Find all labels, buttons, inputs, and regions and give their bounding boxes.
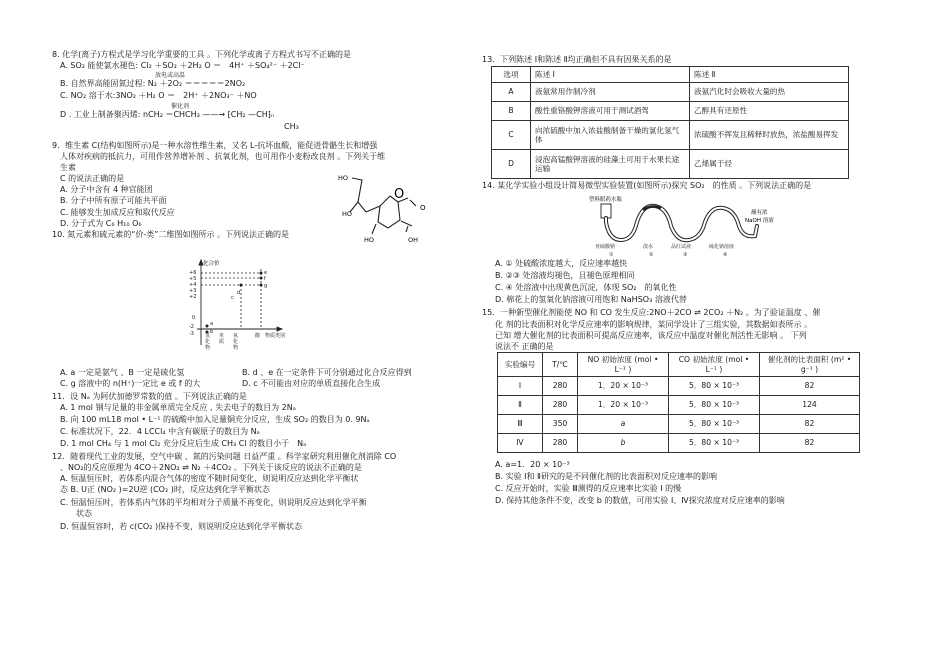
q9-stem-4: C 的说法正确的是: [60, 174, 125, 183]
cell-no-conc: 1．20 × 10⁻³: [578, 396, 669, 415]
valence-class-diagram: [183, 257, 298, 367]
label-site-3: ③: [683, 252, 688, 258]
y-tick-0: 0: [192, 315, 196, 321]
row-option: A: [492, 83, 531, 102]
header-co-conc: CO 初始浓度 (mol • L⁻¹ ): [669, 353, 760, 377]
q9-stem-2: 人体对疾病的抵抗力，可用作营养增补剂 、抗氧化剂，也可用作小麦粉改良剂 。下列关于维: [60, 152, 386, 161]
header-surface-area: 催化剂的比表面积 (m² • g⁻¹ ): [760, 353, 860, 377]
point-a: [206, 325, 209, 328]
q14-option-a: A. ① 处硫酸浓度越大，反应速率越快: [495, 259, 628, 268]
point-label-e: e: [264, 270, 268, 276]
q14-stem: 14. 某化学实验小组设计简易微型实验装置(如图所示)探究 SO₂ 的性质 。下列说法正确的是: [482, 181, 812, 190]
q8-option-c: C. NO₂ 溶于水:3NO₂ ＋H₂ O ＝ 2H⁺ ＋2NO₃⁻ ＋NO: [60, 91, 257, 100]
q8-b-condition: 放电或高温: [155, 72, 186, 79]
q8-d-branch: CH₃: [284, 122, 299, 131]
cell-co-conc: 5．80 × 10⁻³: [669, 377, 760, 396]
glass-tube: [606, 206, 757, 240]
row-statement-2: 液氨汽化时会吸收大量的热: [690, 83, 849, 102]
point-label-c: c: [231, 295, 234, 301]
q8-d-condition: 催化剂: [171, 103, 190, 110]
point-label-g: g: [264, 283, 268, 289]
cell-surface-area: 82: [760, 415, 860, 434]
q14-option-c: C. ④ 处溶液中出现黄色沉淀，体现 SO₂ 的氧化性: [495, 283, 677, 292]
q15-stem-2: 化 剂的比表面积对化学反应速率的影响规律，某同学设计了三组实验，其数据如表所示 。: [495, 320, 813, 329]
q12-option-c-2: 状态: [76, 509, 92, 518]
vitamin-c-label-ho-top: HO: [338, 174, 349, 182]
vitamin-c-label-ho-left: HO: [342, 210, 353, 218]
table-row: [498, 434, 860, 453]
row-statement-1: 浸泡高锰酸钾溶液的硅藻土可用于水果长途运输: [531, 150, 690, 179]
y-tick-p6: +6: [189, 270, 197, 276]
x-cat-acid: 酸: [255, 333, 261, 339]
row-statement-1: 液氨常用作制冷剂: [531, 83, 690, 102]
diagram-y-title: 化合价: [203, 261, 220, 267]
q11-option-d: D. 1 mol CH₄ 与 1 mol Cl₂ 充分反应后生成 CH₃ Cl 的数目小于 Nₐ: [60, 439, 307, 448]
label-site-4: ④: [723, 252, 728, 258]
table-header-row: [492, 67, 849, 83]
q11-option-a: A. 1 mol 钢与足量的非金属单质完全反应 , 失去电子的数目为 2Nₐ: [60, 403, 296, 412]
label-bromine-water: 溴水: [643, 244, 654, 250]
vitamin-c-label-oh-bottom: OH: [408, 236, 419, 244]
y-tick-p4: +4: [189, 282, 197, 288]
q10-stem: 10. 氮元素和硫元素的“价-类”二维图如图所示 。下列说法正确的是: [52, 230, 289, 239]
q13-table: [491, 66, 849, 179]
point-g: [260, 284, 263, 287]
x-cat-hydride: 氢化物: [205, 333, 211, 351]
table-row: [492, 150, 849, 179]
q8-stem: 8. 化学(离子)方程式是学习化学重要的工具 。下列化学或离子方程式书写不正确的是: [52, 50, 351, 59]
point-label-f: f: [264, 276, 266, 282]
cell-temperature: 280: [543, 377, 578, 396]
x-cat-class: 物质类别: [265, 333, 286, 339]
q11-option-c: C. 标准状况下，22．4 LCCl₄ 中含有碳原子的数目为 Nₐ: [60, 427, 260, 436]
q9-stem-3: 生素: [60, 163, 76, 172]
q8-option-a: A. SO₂ 能使氯水褪色: Cl₂ ＋SO₂ ＋2H₂ O ＝ 4H⁺ ＋SO₄²⁻ ＋2Cl⁻: [60, 61, 305, 70]
dropper-bottle-icon: [601, 204, 611, 218]
q15-option-a: A. a=1．20 × 10⁻³: [495, 460, 570, 469]
q15-stem-4: 说法不 正确的是: [495, 342, 554, 351]
row-statement-2: 乙烯属于烃: [690, 150, 849, 179]
header-statement-1: 陈述 Ⅰ: [531, 67, 690, 83]
q15-table: [497, 352, 860, 453]
cell-co-conc: 5．80 × 10⁻³: [669, 415, 760, 434]
cell-surface-area: 82: [760, 434, 860, 453]
y-tick-m3: -3: [189, 331, 194, 337]
vitamin-c-label-o-carbonyl: O: [420, 204, 426, 212]
q10-option-c: C. g 溶液中的 n(H⁺)一定比 e 或 f 的大: [60, 379, 201, 388]
row-statement-2: 乙醇具有还原性: [690, 102, 849, 121]
q10-option-a: A. a 一定是氨气 、B 一定是硫化氢: [60, 368, 185, 377]
header-option: 选项: [492, 67, 531, 83]
apparatus-diagram: [585, 192, 785, 258]
cell-temperature: 280: [543, 396, 578, 415]
label-site-2: ②: [649, 252, 654, 258]
label-dropper-bottle: 塑料眼药水瓶: [589, 197, 623, 203]
y-tick-p3: +3: [189, 288, 197, 294]
table-row: [492, 83, 849, 102]
q10-option-d: D. c 不可能由对应的单质直接化合生成: [242, 379, 381, 388]
q9-option-d: D. 分子式为 C₆ H₁₀ O₆: [60, 219, 142, 228]
header-temperature: T/℃: [543, 353, 578, 377]
label-sodium-sulfide: 硫化钠溶液: [709, 244, 735, 250]
q14-option-d: D. 棉花上的氢氧化钠溶液可用饱和 NaHSO₃ 溶液代替: [495, 295, 687, 304]
table-header-row: [498, 353, 860, 377]
label-naoh-solution: NaOH 溶液: [745, 218, 774, 224]
cell-experiment: Ⅱ: [498, 396, 543, 415]
row-option: B: [492, 102, 531, 121]
q9-option-a: A. 分子中含有 4 种官能团: [60, 185, 153, 194]
cell-co-conc: 5．80 × 10⁻³: [669, 396, 760, 415]
q15-option-c: C. 反应开始时，实验 Ⅲ测得的反应速率比实验 Ⅰ 的慢: [495, 484, 682, 493]
header-no-conc: NO 初始浓度 (mol • L⁻¹ ): [578, 353, 669, 377]
q12-option-a-1: A. 恒温恒压时，若体系内混合气体的密度不随时间变化，则说明反应达到化学平衡状: [60, 474, 359, 483]
row-statement-1: 酸性重铬酸钾溶液可用于测试酒驾: [531, 102, 690, 121]
q13-stem: 13．下列陈述 Ⅰ和陈述 Ⅱ均正确但不具有因果关系的是: [482, 55, 672, 64]
cell-experiment: Ⅰ: [498, 377, 543, 396]
cell-no-conc: 1．20 × 10⁻³: [578, 377, 669, 396]
table-row: [498, 377, 860, 396]
label-sodium-sulfite: 亚硫酸钠: [595, 244, 616, 250]
q9-option-b: B. 分子中所有原子可能共平面: [60, 196, 167, 205]
point-label-b: b: [210, 329, 214, 335]
q10-option-b: B. d 、e 在一定条件下可分别通过化合反应得到: [242, 368, 412, 377]
cell-experiment: Ⅲ: [498, 415, 543, 434]
row-statement-1: 向浓硫酸中加入浓盐酸制备干燥的氯化氢气体: [531, 121, 690, 150]
point-label-a: a: [210, 321, 214, 327]
table-row: [492, 102, 849, 121]
q12-stem-2: 、NO₂的反应原理为 4CO＋2NO₂ ⇌ N₂ ＋4CO₂ 。下列关于该反应的说法不正确的是: [60, 463, 362, 472]
q15-option-b: B. 实验 Ⅰ和 Ⅱ研究的是不同催化剂的比表面积对反应速率的影响: [495, 472, 717, 481]
cell-no-conc: a: [578, 415, 669, 434]
q14-option-b: B. ②③ 处溶液均褪色，且褪色原理相同: [495, 271, 635, 280]
vitamin-c-label-o-ring: O: [394, 187, 405, 202]
y-tick-p5: +5: [189, 276, 197, 282]
q12-stem-1: 12．随着现代工业的发展，空气中碳 、氮的污染问题 日益严重 。科学家研究利用催化剂消除 CO: [52, 452, 397, 461]
q12-option-d: D. 恒温恒容时，若 c(CO₂ )保持不变，则说明反应达到化学平衡状态: [60, 522, 303, 531]
label-site-1: ①: [609, 252, 614, 258]
point-b: [206, 331, 209, 334]
bromine-water-section: [643, 206, 661, 210]
cell-no-conc: b: [578, 434, 669, 453]
y-tick-p2: +2: [189, 294, 197, 300]
vitamin-c-structure: [336, 170, 436, 246]
cell-temperature: 280: [543, 434, 578, 453]
point-f: [260, 277, 263, 280]
x-cat-element: 单质: [219, 333, 225, 345]
q9-option-c: C. 能够发生加成反应和取代反应: [60, 208, 175, 217]
q8-option-b: B. 自然界高能固氮过程: N₂ ＋2O₂ ＝＝＝＝＝2NO₂: [60, 79, 246, 88]
q12-option-a-2: 态 B. U正 (NO₂ )=2U逆 (CO₂ )时，反应达到化学平衡状态: [60, 485, 270, 494]
cell-surface-area: 124: [760, 396, 860, 415]
table-row: [498, 396, 860, 415]
table-row: [498, 415, 860, 434]
x-cat-oxide: 氧化物: [233, 333, 239, 351]
q15-stem-3: 已知 增大催化剂的比表面积可提高反应速率，该反应中温度对催化剂活性无影响 。 下列: [495, 331, 807, 340]
point-e: [260, 272, 263, 275]
q11-stem: 11．设 Nₐ 为阿伏加德罗常数的值 。下列说法正确的是: [52, 392, 247, 401]
row-option: D: [492, 150, 531, 179]
y-tick-m2: -2: [189, 324, 194, 330]
cell-surface-area: 82: [760, 377, 860, 396]
point-d: [240, 284, 243, 287]
q12-option-c-1: C. 恒温恒压时，若体系内气体的平均相对分子质量不再变化，则说明反应达到化学平衡: [60, 498, 367, 507]
cell-temperature: 350: [543, 415, 578, 434]
row-statement-2: 浓硫酸不挥发且稀释时放热，浓盐酸易挥发: [690, 121, 849, 150]
table-row: [492, 121, 849, 150]
header-experiment: 实验编号: [498, 353, 543, 377]
cell-experiment: Ⅳ: [498, 434, 543, 453]
row-option: C: [492, 121, 531, 150]
header-statement-2: 陈述 Ⅱ: [690, 67, 849, 83]
q11-option-b: B. 向 100 mL18 mol • L⁻¹ 的硫酸中加入足量铜充分反应，生成 SO₂ 的数目为 0. 9Nₐ: [60, 415, 370, 424]
q9-stem-1: 9．维生素 C(结构如图所示)是一种水溶性维生素，又名 L-抗坏血酸，能促进骨骼生长和增强: [52, 141, 378, 150]
label-dipped-with: 蘸有浓: [751, 210, 768, 216]
label-magenta: 品红试液: [671, 244, 692, 250]
vitamin-c-label-ho-bottom: HO: [364, 236, 375, 244]
q15-stem-1: 15．一种新型催化剂能使 NO 和 CO 发生反应:2NO＋2CO ⇌ 2CO₂ ＋N₂ 。为了验证温度 、催: [482, 308, 821, 317]
q8-option-d: D . 工业上制备聚丙烯: nCH₂ ＝CHCH₃ ——→ ⁅CH₂ —CH⁆ₙ: [60, 110, 275, 119]
cell-co-conc: 5．80 × 10⁻³: [669, 434, 760, 453]
point-label-d: d: [237, 290, 241, 296]
q15-option-d: D. 保持其他条件不变，改变 b 的数值，可用实验 Ⅰ、Ⅳ探究浓度对反应速率的影响: [495, 496, 785, 505]
